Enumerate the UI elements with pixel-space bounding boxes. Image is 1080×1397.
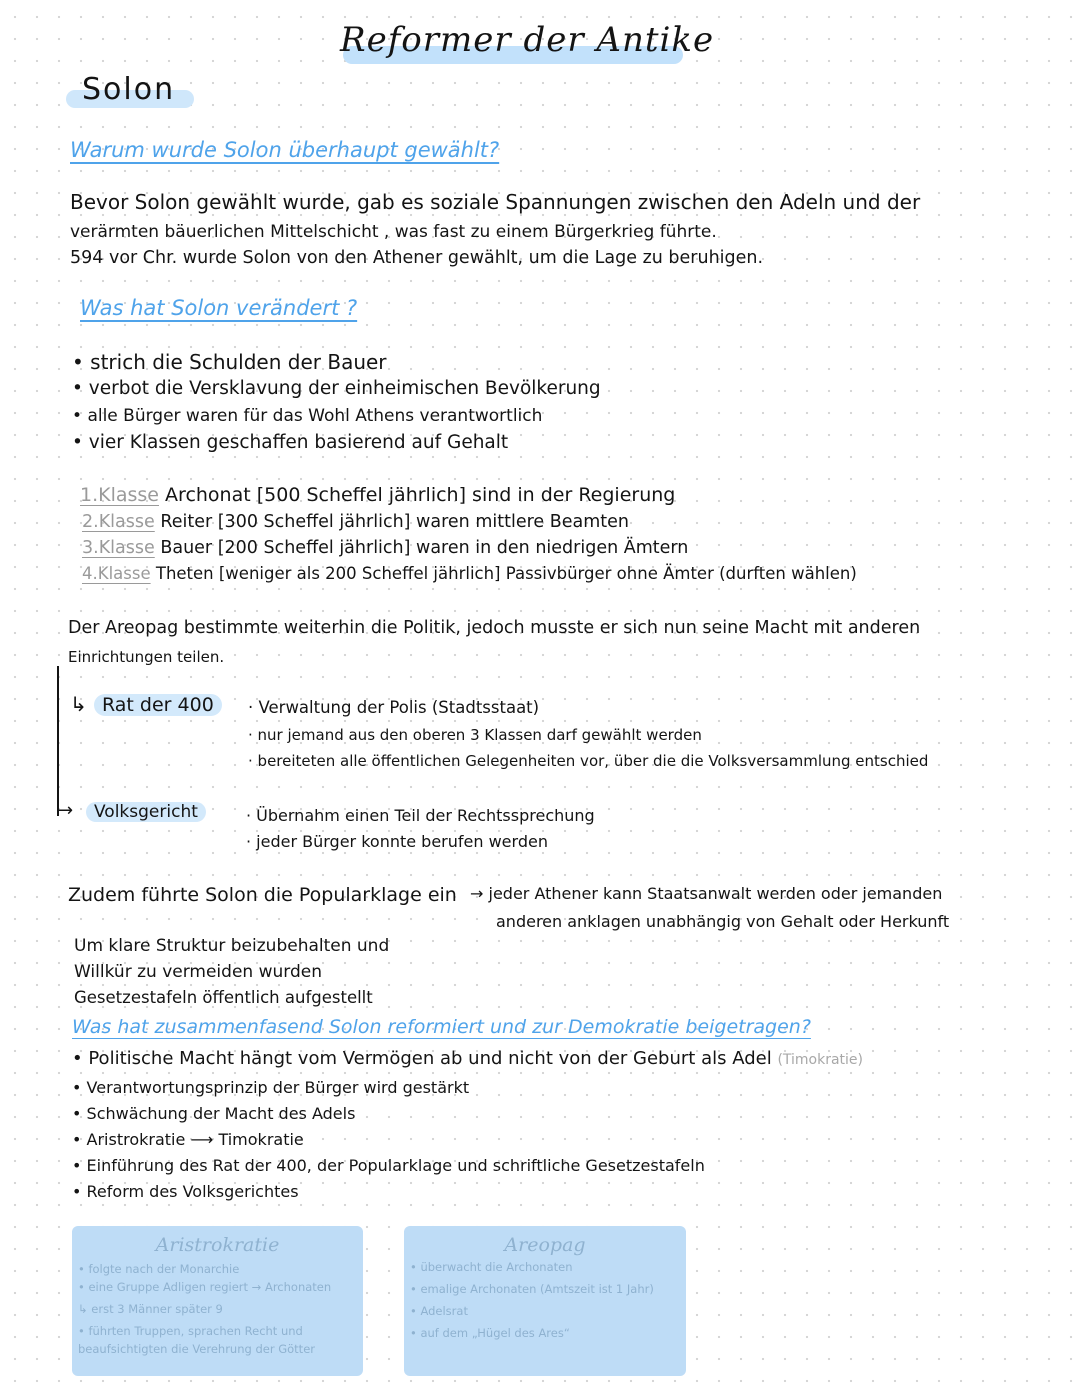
summary-item: • Verantwortungsprinzip der Bürger wird gestärkt [72, 1078, 470, 1097]
klasse-row: 4.Klasse Theten [weniger als 200 Scheffel jährlich] Passivbürger ohne Ämter (durften wählen) [82, 564, 857, 583]
klasse-label: 2.Klasse [82, 512, 155, 532]
card-line: beaufsichtigten die Verehrung der Götter [78, 1342, 315, 1356]
volksgericht-label: Volksgericht [86, 802, 206, 822]
gesetz-line: Gesetzestafeln öffentlich aufgestellt [74, 988, 373, 1007]
rat-label: Rat der 400 [94, 694, 222, 716]
bracket-line [57, 666, 59, 816]
rat-point: · nur jemand aus den oberen 3 Klassen darf gewählt werden [248, 726, 702, 744]
volksgericht-point: · jeder Bürger konnte berufen werden [246, 832, 548, 851]
klasse-row: 2.Klasse Reiter [300 Scheffel jährlich] waren mittlere Beamten [82, 512, 629, 532]
popularklage-explanation: → jeder Athener kann Staatsanwalt werden oder jemanden [470, 884, 943, 903]
card-title: Aristrokratie [155, 1234, 280, 1256]
page-title: Reformer der Antike [340, 20, 715, 60]
card-line: • emalige Archonaten (Amtszeit ist 1 Jahr) [410, 1282, 654, 1296]
section-heading: Solon [82, 72, 176, 107]
arrow-icon: → [58, 800, 74, 821]
card-line: • folgte nach der Monarchie [78, 1262, 240, 1276]
klasse-label: 1.Klasse [80, 484, 159, 506]
popularklage-explanation-2: anderen anklagen unabhängig von Gehalt oder Herkunft [496, 912, 950, 931]
klasse-label: 3.Klasse [82, 538, 155, 558]
areopag-line-2: Einrichtungen teilen. [68, 648, 225, 666]
summary-item: • Einführung des Rat der 400, der Popularklage und schriftliche Gesetzestafeln [72, 1156, 705, 1175]
rat-point: · bereiteten alle öffentlichen Gelegenheiten vor, über die die Volksversammlung entschied [248, 752, 929, 770]
summary-item: • Aristrokratie ⟶ Timokratie [72, 1130, 304, 1149]
question-summary: Was hat zusammenfasend Solon reformiert und zur Demokratie beigetragen? [72, 1016, 811, 1038]
klasse-row: 3.Klasse Bauer [200 Scheffel jährlich] waren in den niedrigen Ämtern [82, 538, 689, 558]
card-line: • auf dem „Hügel des Ares“ [410, 1326, 570, 1340]
rat-point: · Verwaltung der Polis (Stadtsstaat) [248, 698, 540, 717]
card-line: • eine Gruppe Adligen regiert → Archonaten [78, 1280, 332, 1294]
gesetz-line: Willkür zu vermeiden wurden [74, 962, 322, 982]
summary-item: • Schwächung der Macht des Adels [72, 1104, 356, 1123]
paragraph-line-1: Bevor Solon gewählt wurde, gab es soziale Spannungen zwischen den Adeln und der [70, 190, 921, 214]
question-why-chosen: Warum wurde Solon überhaupt gewählt? [70, 138, 500, 162]
popularklage-text: Zudem führte Solon die Popularklage ein [68, 884, 457, 906]
paragraph-line-3: 594 vor Chr. wurde Solon von den Athener gewählt, um die Lage zu beruhigen. [70, 248, 764, 268]
change-item: • alle Bürger waren für das Wohl Athens verantwortlich [72, 406, 543, 426]
gesetz-line: Um klare Struktur beizubehalten und [74, 936, 390, 956]
areopag-line-1: Der Areopag bestimmte weiterhin die Politik, jedoch musste er sich nun seine Macht mit anderen [68, 618, 921, 638]
info-card-aristokratie [72, 1226, 363, 1376]
summary-item: • Politische Macht hängt vom Vermögen ab und nicht von der Geburt als Adel (Timokratie) [72, 1048, 864, 1069]
klasse-row: 1.Klasse Archonat [500 Scheffel jährlich] sind in der Regierung [80, 484, 676, 506]
card-title: Areopag [504, 1234, 586, 1256]
arrow-icon: ↳ [70, 692, 87, 716]
card-line: • überwacht die Archonaten [410, 1260, 573, 1274]
volksgericht-point: · Übernahm einen Teil der Rechtssprechung [246, 806, 595, 825]
card-line: • führten Truppen, sprachen Recht und [78, 1324, 303, 1338]
change-item: • strich die Schulden der Bauer [72, 350, 387, 374]
summary-item: • Reform des Volksgerichtes [72, 1182, 299, 1201]
summary-note: (Timokratie) [777, 1052, 864, 1068]
info-card-areopag [404, 1226, 686, 1376]
card-line: ↳ erst 3 Männer später 9 [78, 1302, 223, 1316]
card-line: • Adelsrat [410, 1304, 468, 1318]
paragraph-line-2: verärmten bäuerlichen Mittelschicht , was fast zu einem Bürgerkrieg führte. [70, 222, 717, 242]
question-what-changed: Was hat Solon verändert ? [80, 296, 358, 320]
change-item: • verbot die Versklavung der einheimischen Bevölkerung [72, 378, 601, 399]
change-item: • vier Klassen geschaffen basierend auf Gehalt [72, 432, 509, 453]
klasse-label: 4.Klasse [82, 564, 151, 583]
